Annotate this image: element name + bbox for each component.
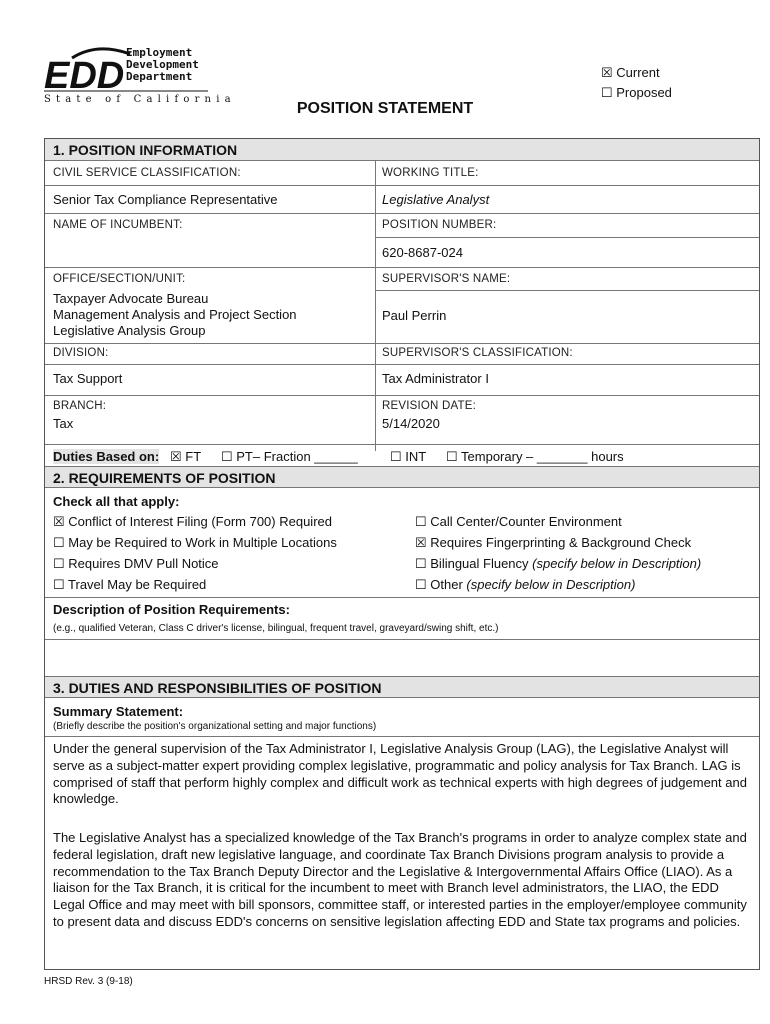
supervisor-label: SUPERVISOR'S NAME: bbox=[382, 273, 511, 285]
svg-text:Employment: Employment bbox=[126, 46, 193, 59]
svg-text:Department: Department bbox=[126, 70, 193, 83]
summary-paragraph-1[interactable]: Under the general supervision of the Tax Administrator I, Legislative Analysis Group (LAG), the Legislative Analyst will serve as a subject-matter expert providing complex legislative, programmatic and policy analysis for Tax Branch. LAG is comprised of staff that perform highly complex and difficult work as technical experts with high degrees of judgement and knowledge. bbox=[53, 741, 747, 807]
req-conflict-of-interest[interactable]: ☒ Conflict of Interest Filing (Form 700) Required bbox=[53, 514, 332, 529]
status-checkboxes bbox=[601, 63, 672, 103]
page-title: POSITION STATEMENT bbox=[296, 100, 474, 117]
form-revision-footer: HRSD Rev. 3 (9-18) bbox=[44, 976, 133, 987]
section3-heading: 3. DUTIES AND RESPONSIBILITIES OF POSITION bbox=[45, 676, 759, 698]
edd-logo-graphic bbox=[42, 44, 236, 106]
duties-int-checkbox[interactable]: ☐ INT bbox=[390, 449, 427, 464]
branch-value[interactable]: Tax bbox=[53, 416, 74, 431]
position-number-value[interactable]: 620-8687-024 bbox=[382, 245, 463, 260]
duties-temporary-checkbox[interactable]: ☐ Temporary – _______ hours bbox=[446, 449, 624, 464]
revision-label: REVISION DATE: bbox=[382, 400, 476, 412]
duties-based-row: Duties Based on: bbox=[53, 449, 160, 464]
req-other[interactable]: ☐ Other (specify below in Description) bbox=[415, 577, 636, 592]
branch-label: BRANCH: bbox=[53, 400, 107, 412]
position-number-label: POSITION NUMBER: bbox=[382, 219, 497, 231]
supervisor-class-value[interactable]: Tax Administrator I bbox=[382, 371, 489, 386]
section1-heading: 1. POSITION INFORMATION bbox=[45, 139, 759, 161]
desc-requirements-label: Description of Position Requirements: bbox=[53, 602, 290, 617]
supervisor-value[interactable]: Paul Perrin bbox=[382, 308, 447, 323]
summary-label: Summary Statement: bbox=[53, 704, 184, 719]
desc-requirements-hint: (e.g., qualified Veteran, Class C driver's license, bilingual, frequent travel, graveyard/swing shift, etc.) bbox=[53, 623, 499, 634]
revision-value[interactable]: 5/14/2020 bbox=[382, 416, 440, 431]
civil-service-label: CIVIL SERVICE CLASSIFICATION: bbox=[53, 167, 241, 179]
summary-paragraph-2[interactable]: The Legislative Analyst has a specialized knowledge of the Tax Branch's programs in order to analyze complex state and federal legislation, draft new legislative language, and coordinate Tax Branch Divisions program analysis to provide a recommendation to the Tax Branch Deputy Director and the Legislative & Intergovernmental Affairs Office (LIAO). As a liaison for the Tax Branch, it is critical for the incumbent to meet with Branch level administrators, the LIAO, the EDD Legal Office and may meet with bill sponsors, committee staff, or interested parties in the employer/employee community to present data and discuss EDD's concerns on sensitive legislation affecting EDD and State tax programs and policies. bbox=[53, 830, 747, 929]
working-title-label: WORKING TITLE: bbox=[382, 167, 479, 179]
incumbent-label: NAME OF INCUMBENT: bbox=[53, 219, 183, 231]
req-call-center[interactable]: ☐ Call Center/Counter Environment bbox=[415, 514, 622, 529]
logo-letters: EDD bbox=[44, 55, 125, 97]
section2-heading: 2. REQUIREMENTS OF POSITION bbox=[45, 466, 759, 488]
req-bilingual[interactable]: ☐ Bilingual Fluency (specify below in Description) bbox=[415, 556, 702, 571]
civil-service-value[interactable]: Senior Tax Compliance Representative bbox=[53, 192, 278, 207]
status-proposed[interactable]: ☐ Proposed bbox=[601, 85, 672, 100]
svg-text:Development: Development bbox=[126, 58, 199, 71]
duties-ft-checkbox[interactable]: ☒ FT bbox=[170, 449, 202, 464]
req-fingerprinting[interactable]: ☒ Requires Fingerprinting & Background Check bbox=[415, 535, 692, 550]
supervisor-class-label: SUPERVISOR'S CLASSIFICATION: bbox=[382, 347, 573, 359]
status-current[interactable]: ☒ Current bbox=[601, 65, 660, 80]
duties-pt-checkbox[interactable]: ☐ PT– Fraction ______ bbox=[221, 449, 358, 464]
edd-logo bbox=[42, 44, 236, 106]
svg-text:State of California: State of California bbox=[44, 94, 236, 105]
office-label: OFFICE/SECTION/UNIT: bbox=[53, 273, 186, 285]
division-label: DIVISION: bbox=[53, 347, 109, 359]
check-all-label: Check all that apply: bbox=[53, 494, 180, 509]
req-multiple-locations[interactable]: ☐ May be Required to Work in Multiple Locations bbox=[53, 535, 337, 550]
position-form bbox=[44, 138, 760, 970]
req-dmv-pull-notice[interactable]: ☐ Requires DMV Pull Notice bbox=[53, 556, 219, 571]
division-value[interactable]: Tax Support bbox=[53, 371, 123, 386]
summary-hint: (Briefly describe the position's organizational setting and major functions) bbox=[53, 721, 377, 732]
office-value[interactable]: Taxpayer Advocate Bureau Management Analysis and Project Section Legislative Analysis Group bbox=[53, 291, 297, 338]
req-travel[interactable]: ☐ Travel May be Required bbox=[53, 577, 207, 592]
working-title-value[interactable]: Legislative Analyst bbox=[382, 192, 490, 207]
